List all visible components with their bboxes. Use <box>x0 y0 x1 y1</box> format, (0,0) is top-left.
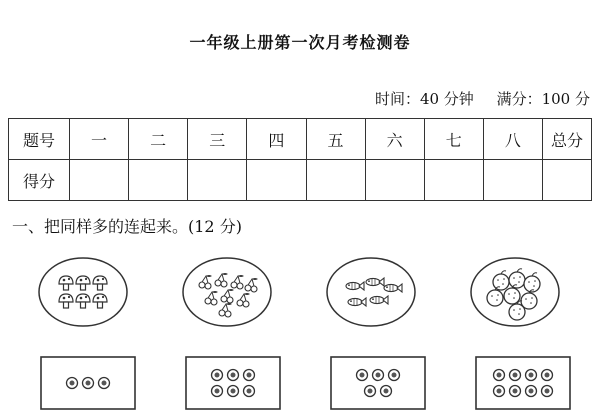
counter-dot-fill <box>384 389 389 394</box>
exam-meta <box>357 88 590 109</box>
header-cell-6: 六 <box>365 119 424 160</box>
counter-dot-fill <box>368 389 373 394</box>
counter-dot-fill <box>247 373 252 378</box>
dot-box-6[interactable] <box>185 356 281 410</box>
counter-dot-fill <box>376 373 381 378</box>
counter-dot-fill <box>497 373 502 378</box>
counter-dot-fill <box>545 389 550 394</box>
plate-row <box>0 256 600 328</box>
counter-dot-fill <box>497 389 502 394</box>
score-table <box>8 118 592 201</box>
header-cell-question: 题号 <box>9 119 70 160</box>
time-limit: 时间：40 分钟 <box>374 90 474 108</box>
header-cell-3: 三 <box>188 119 247 160</box>
counter-dot-fill <box>529 373 534 378</box>
score-cell[interactable] <box>424 160 483 201</box>
dot-box-8[interactable] <box>475 356 571 410</box>
score-cell[interactable] <box>543 160 592 201</box>
counter-dot-fill <box>247 389 252 394</box>
picture-plate-cherry[interactable] <box>181 256 273 328</box>
picture-plate-orange[interactable] <box>469 256 561 328</box>
counter-dot-fill <box>360 373 365 378</box>
header-cell-5: 五 <box>306 119 365 160</box>
counter-dot-fill <box>102 381 107 386</box>
picture-plate-fish[interactable] <box>325 256 417 328</box>
score-cell[interactable] <box>129 160 188 201</box>
header-cell-total: 总分 <box>543 119 592 160</box>
counter-dot-fill <box>392 373 397 378</box>
counter-dot-fill <box>231 373 236 378</box>
header-cell-7: 七 <box>424 119 483 160</box>
score-cell[interactable] <box>188 160 247 201</box>
header-cell-2: 二 <box>129 119 188 160</box>
picture-plate-mushroom[interactable] <box>37 256 129 328</box>
counter-dot-fill <box>545 373 550 378</box>
counter-dot-fill <box>86 381 91 386</box>
score-cell[interactable] <box>365 160 424 201</box>
score-row-label: 得分 <box>9 160 70 201</box>
counter-dot-fill <box>529 389 534 394</box>
score-cell[interactable] <box>483 160 542 201</box>
counter-dot-fill <box>513 389 518 394</box>
header-cell-8: 八 <box>483 119 542 160</box>
counter-dot-fill <box>70 381 75 386</box>
score-table-score-row <box>9 160 592 201</box>
section-1-heading: 一、把同样多的连起来。(12 分) <box>12 217 242 236</box>
full-score: 满分：100 分 <box>496 90 590 108</box>
exam-title: 一年级上册第一次月考检测卷 <box>189 33 411 52</box>
counter-dot-fill <box>215 373 220 378</box>
dot-box-3[interactable] <box>40 356 136 410</box>
counter-dot-fill <box>231 389 236 394</box>
header-cell-1: 一 <box>70 119 129 160</box>
score-table-header-row <box>9 119 592 160</box>
counter-dot-fill <box>215 389 220 394</box>
score-cell[interactable] <box>70 160 129 201</box>
dot-box-row <box>0 356 600 410</box>
header-cell-4: 四 <box>247 119 306 160</box>
counter-dot-fill <box>513 373 518 378</box>
score-cell[interactable] <box>247 160 306 201</box>
dot-box-5[interactable] <box>330 356 426 410</box>
score-cell[interactable] <box>306 160 365 201</box>
